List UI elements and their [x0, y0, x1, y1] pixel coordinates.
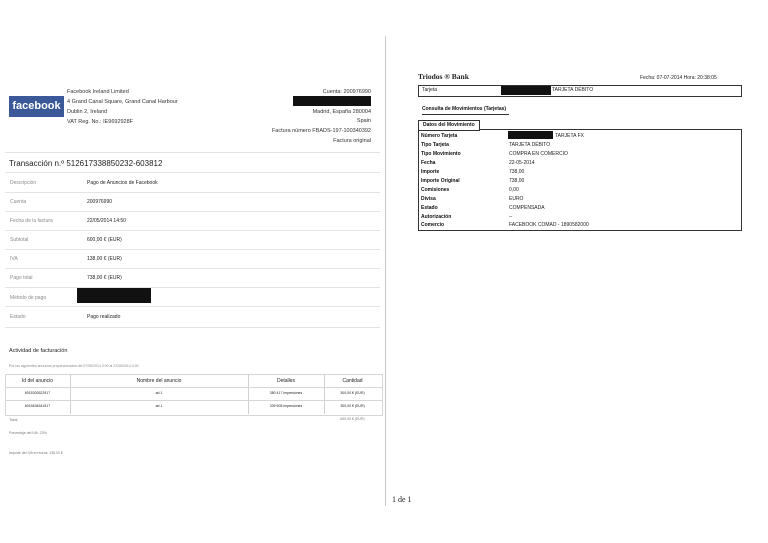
activity-note: Por los siguientes anuncios proporcionados del 07/05/2014 0:00 al 22/05/2014 0:00	[9, 364, 139, 368]
row-label: Tipo Tarjeta	[421, 142, 449, 148]
table-cell: 300,00 € (EUR)	[340, 404, 365, 408]
vat-amount: Importe del IVA en euros: 138,00 €	[9, 451, 63, 455]
redacted-card	[501, 86, 551, 95]
row-value: COMPRA EN COMERCIO	[509, 151, 568, 157]
card-label: Tarjeta	[422, 87, 438, 93]
detail-value: 600,00 € (EUR)	[87, 237, 122, 243]
card-value: TARJETA DÉBITO	[552, 87, 594, 93]
redacted-block	[293, 96, 371, 106]
detail-label: Estado	[10, 314, 26, 320]
status-value: Pago realizado	[87, 314, 121, 320]
company-address-line: 4 Grand Canal Square, Grand Canal Harbour	[67, 99, 178, 105]
row-value: COMPENSADA	[509, 205, 545, 211]
table-cell: 6015302622917	[24, 391, 51, 395]
invoice-number: Factura número FBADS-197-100340392	[271, 128, 371, 134]
table-header: Cantidad	[342, 378, 363, 384]
row-value: TARJETA DÉBITO	[509, 142, 551, 148]
row-value: 22-05-2014	[509, 160, 535, 166]
table-header: Detalles	[276, 378, 296, 384]
row-label: Número Tarjeta	[421, 133, 458, 139]
table-cell: 300,00 € (EUR)	[340, 391, 365, 395]
header-date: Fecha: 07-07-2014 Hora: 20:38:05	[640, 75, 717, 81]
account-line: Cuenta: 200976990	[322, 89, 371, 95]
address-line: Madrid, España 280004	[312, 109, 371, 115]
row-label: Comercio	[421, 222, 445, 228]
activity-title: Actividad de facturación	[9, 348, 68, 354]
table-cell: 380 417 impresiones	[269, 391, 303, 395]
transaction-title: Transacción n.º 512617338850232-603812	[9, 159, 163, 168]
tab-label: Datos del Movimiento	[423, 122, 475, 128]
detail-label: Pago total	[10, 275, 33, 281]
triodos-statement-page	[385, 0, 768, 543]
row-label: Divisa	[421, 196, 436, 202]
redacted-payment-method	[77, 288, 151, 303]
detail-value: 200976990	[87, 199, 113, 205]
row-label: Comisiones	[421, 187, 450, 193]
company-address-line: Dublin 2, Ireland	[67, 109, 108, 115]
facebook-logo: facebook	[9, 96, 64, 117]
movement-details-box	[418, 129, 742, 231]
row-label: Autorización	[421, 214, 452, 220]
detail-value: Pago de Anuncios de Facebook	[87, 180, 158, 186]
row-value: TARJETA FX	[555, 133, 584, 139]
row-value: FACEBOOK COMAD - 1890582000	[509, 222, 589, 228]
row-label: Estado	[421, 205, 438, 211]
vat-reg-number: VAT Reg. No.: IE9692928F	[67, 119, 134, 125]
detail-label: Cuenta	[10, 199, 27, 205]
detail-label: Fecha de la factura	[10, 218, 53, 224]
row-value: --	[509, 214, 513, 220]
table-cell: 6015634541917	[24, 404, 51, 408]
row-label: Tipo Movimiento	[421, 151, 461, 157]
table-header: Id del anuncio	[21, 378, 54, 384]
row-value: EURO	[509, 196, 524, 202]
table-cell: 339 505 impresiones	[269, 404, 303, 408]
total-value: 600,00 € (EUR)	[340, 417, 365, 421]
invoice-type: Factura original	[333, 138, 371, 144]
detail-value: 138,00 € (EUR)	[87, 256, 122, 262]
row-label: Fecha	[421, 160, 436, 166]
detail-label: IVA	[10, 256, 18, 262]
detail-value: 738,00 € (EUR)	[87, 275, 122, 281]
detail-label: Descripción	[10, 180, 37, 186]
detail-label: Subtotal	[10, 237, 29, 243]
row-value: 0,00	[509, 187, 519, 193]
detail-value: 22/05/2014 14:50	[87, 218, 126, 224]
row-label: Importe Original	[421, 178, 460, 184]
detail-label: Método de pago	[10, 295, 47, 301]
row-value: 738,00	[509, 169, 525, 175]
table-cell: ad 1	[155, 391, 163, 395]
vat-percent: Porcentaje del IVA: 23%	[9, 431, 47, 435]
redacted-card-number	[508, 131, 553, 139]
section-title: Consulta de Movimientos (Tarjetas)	[422, 106, 507, 112]
address-line: Spain	[356, 118, 371, 124]
page-footer: 1 de 1	[392, 495, 412, 504]
row-value: 738,00	[509, 178, 525, 184]
total-label: Total	[9, 417, 18, 422]
tab-datos-movimiento[interactable]	[418, 120, 480, 131]
row-label: Importe	[421, 169, 440, 175]
table-cell: ad 1	[155, 404, 163, 408]
triodos-logo: Triodos ® Bank	[418, 72, 469, 81]
company-name: Facebook Ireland Limited	[67, 89, 129, 95]
table-header: Nombre del anuncio	[136, 378, 182, 384]
